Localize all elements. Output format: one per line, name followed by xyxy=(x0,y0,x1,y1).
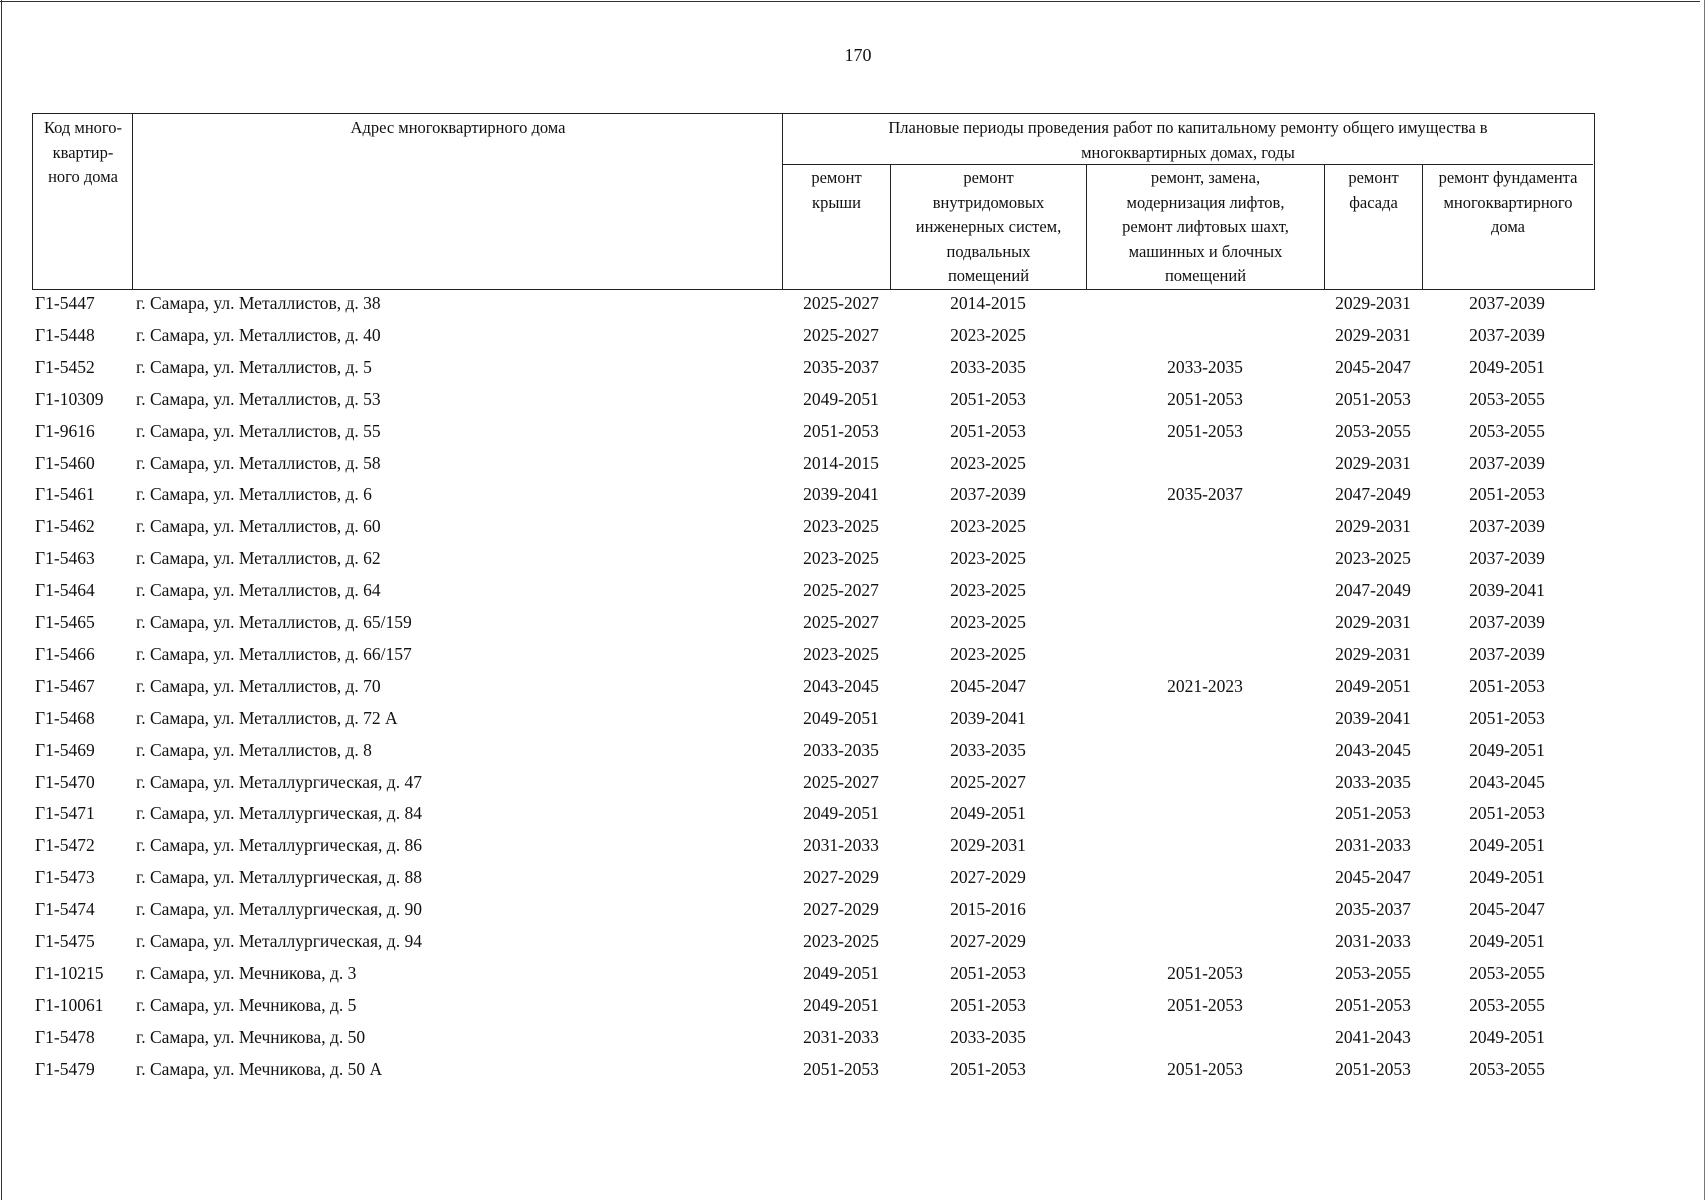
header-engineering-line: помещений xyxy=(947,266,1030,285)
table-row xyxy=(0,383,1708,415)
header-code xyxy=(33,116,133,190)
row-foundation-period: 2043-2045 xyxy=(1469,771,1545,792)
table-row xyxy=(0,1021,1708,1053)
row-engineering-period: 2023-2025 xyxy=(950,452,1026,473)
row-elevator-period: 2035-2037 xyxy=(1167,484,1243,505)
row-address: г. Самара, ул. Металлургическая, д. 47 xyxy=(136,771,422,792)
row-roof-period: 2049-2051 xyxy=(803,707,879,728)
header-foundation xyxy=(1423,166,1593,240)
row-address: г. Самара, ул. Металлистов, д. 70 xyxy=(136,675,381,696)
row-facade-period: 2045-2047 xyxy=(1335,356,1411,377)
row-facade-period: 2035-2037 xyxy=(1335,899,1411,920)
row-facade-period: 2051-2053 xyxy=(1335,994,1411,1015)
header-roof xyxy=(783,166,890,215)
row-engineering-period: 2023-2025 xyxy=(950,548,1026,569)
row-facade-period: 2029-2031 xyxy=(1335,643,1411,664)
row-roof-period: 2049-2051 xyxy=(803,803,879,824)
row-facade-period: 2041-2043 xyxy=(1335,1026,1411,1047)
row-foundation-period: 2037-2039 xyxy=(1469,548,1545,569)
header-facade-line: ремонт xyxy=(1348,168,1399,187)
row-engineering-period: 2023-2025 xyxy=(950,612,1026,632)
row-address: г. Самара, ул. Металлургическая, д. 88 xyxy=(136,867,422,888)
row-elevator-period: 2051-2053 xyxy=(1167,1058,1243,1079)
row-foundation-period: 2049-2051 xyxy=(1469,835,1545,856)
row-elevator-period: 2021-2023 xyxy=(1167,675,1243,696)
table-row xyxy=(0,287,1708,319)
row-roof-period: 2049-2051 xyxy=(803,994,879,1015)
header-code-line: квартир- xyxy=(52,142,114,162)
row-address: г. Самара, ул. Металлургическая, д. 94 xyxy=(136,931,422,951)
row-address: г. Самара, ул. Металлистов, д. 40 xyxy=(136,324,381,345)
row-address: г. Самара, ул. Металлистов, д. 6 xyxy=(136,484,372,505)
row-foundation-period: 2037-2039 xyxy=(1469,516,1545,537)
row-code: Г1-5465 xyxy=(35,612,95,632)
page-border-top xyxy=(0,1,1700,2)
table-row xyxy=(0,670,1708,702)
row-facade-period: 2031-2033 xyxy=(1335,931,1411,951)
row-foundation-period: 2049-2051 xyxy=(1469,356,1545,377)
table-row xyxy=(0,797,1708,829)
row-engineering-period: 2051-2053 xyxy=(950,962,1026,983)
row-foundation-period: 2037-2039 xyxy=(1469,452,1545,473)
table-row xyxy=(0,606,1708,638)
row-facade-period: 2039-2041 xyxy=(1335,707,1411,728)
table-row xyxy=(0,702,1708,734)
row-code: Г1-10309 xyxy=(35,388,104,409)
row-code: Г1-5464 xyxy=(35,580,95,601)
row-engineering-period: 2027-2029 xyxy=(950,867,1026,888)
row-roof-period: 2023-2025 xyxy=(803,643,879,664)
row-roof-period: 2025-2027 xyxy=(803,612,879,632)
row-roof-period: 2051-2053 xyxy=(803,1058,879,1079)
row-address: г. Самара, ул. Металлургическая, д. 84 xyxy=(136,803,422,824)
row-address: г. Самара, ул. Металлистов, д. 64 xyxy=(136,580,381,601)
row-address: г. Самара, ул. Металлургическая, д. 90 xyxy=(136,899,422,920)
row-roof-period: 2014-2015 xyxy=(803,452,879,473)
row-code: Г1-9616 xyxy=(35,420,95,441)
row-elevator-period: 2051-2053 xyxy=(1167,962,1243,983)
row-address: г. Самара, ул. Металлургическая, д. 86 xyxy=(136,835,422,856)
row-engineering-period: 2023-2025 xyxy=(950,580,1026,601)
row-facade-period: 2045-2047 xyxy=(1335,867,1411,888)
table-row xyxy=(0,447,1708,479)
row-roof-period: 2049-2051 xyxy=(803,962,879,983)
row-code: Г1-5460 xyxy=(35,452,95,473)
table-row xyxy=(0,829,1708,861)
header-elevator xyxy=(1087,166,1324,289)
row-address: г. Самара, ул. Мечникова, д. 5 xyxy=(136,994,357,1015)
row-address: г. Самара, ул. Мечникова, д. 50 xyxy=(136,1026,366,1047)
header-engineering-line: внутридомовых xyxy=(932,192,1045,212)
row-engineering-period: 2051-2053 xyxy=(950,1058,1026,1079)
row-foundation-period: 2039-2041 xyxy=(1469,580,1545,601)
row-facade-period: 2047-2049 xyxy=(1335,484,1411,505)
row-facade-period: 2053-2055 xyxy=(1335,420,1411,441)
row-roof-period: 2023-2025 xyxy=(803,548,879,569)
row-code: Г1-10061 xyxy=(35,994,104,1015)
row-engineering-period: 2051-2053 xyxy=(950,420,1026,441)
row-code: Г1-5469 xyxy=(35,739,95,760)
row-facade-period: 2043-2045 xyxy=(1335,739,1411,760)
table-row xyxy=(0,351,1708,383)
row-engineering-period: 2025-2027 xyxy=(950,771,1026,792)
row-address: г. Самара, ул. Металлистов, д. 72 А xyxy=(136,707,398,728)
row-engineering-period: 2023-2025 xyxy=(950,643,1026,664)
row-code: Г1-5466 xyxy=(35,643,95,664)
row-foundation-period: 2037-2039 xyxy=(1469,324,1545,345)
header-roof-line: крыши xyxy=(812,192,861,212)
row-facade-period: 2049-2051 xyxy=(1335,675,1411,696)
row-code: Г1-5463 xyxy=(35,548,95,569)
header-group xyxy=(783,116,1593,165)
row-facade-period: 2029-2031 xyxy=(1335,293,1411,313)
row-roof-period: 2025-2027 xyxy=(803,771,879,792)
table-row xyxy=(0,415,1708,447)
row-facade-period: 2047-2049 xyxy=(1335,580,1411,601)
table-row xyxy=(0,510,1708,542)
row-address: г. Самара, ул. Металлистов, д. 8 xyxy=(136,739,372,760)
row-address: г. Самара, ул. Мечникова, д. 50 А xyxy=(136,1058,383,1079)
row-engineering-period: 2039-2041 xyxy=(950,707,1026,728)
row-foundation-period: 2051-2053 xyxy=(1469,675,1545,696)
header-group-line: Плановые периоды проведения работ по капитальному ремонту общего имущества в xyxy=(888,118,1488,137)
table-row xyxy=(0,1053,1708,1085)
row-facade-period: 2051-2053 xyxy=(1335,388,1411,409)
row-engineering-period: 2023-2025 xyxy=(950,516,1026,537)
header-foundation-line: дома xyxy=(1491,217,1525,236)
row-code: Г1-5448 xyxy=(35,324,95,345)
row-foundation-period: 2053-2055 xyxy=(1469,994,1545,1015)
table-row xyxy=(0,989,1708,1021)
row-address: г. Самара, ул. Металлистов, д. 55 xyxy=(136,420,381,441)
row-code: Г1-5461 xyxy=(35,484,95,505)
row-foundation-period: 2051-2053 xyxy=(1469,484,1545,505)
header-code-line: Код много- xyxy=(43,118,123,137)
row-elevator-period: 2051-2053 xyxy=(1167,420,1243,441)
header-elevator-line: ремонт, замена, xyxy=(1150,168,1261,187)
table-row xyxy=(0,734,1708,766)
row-code: Г1-5467 xyxy=(35,675,95,696)
header-engineering-line: инженерных систем, xyxy=(915,217,1062,236)
row-foundation-period: 2051-2053 xyxy=(1469,803,1545,824)
row-code: Г1-5470 xyxy=(35,771,95,792)
header-elevator-line: машинных и блочных xyxy=(1128,241,1283,261)
row-foundation-period: 2049-2051 xyxy=(1469,1026,1545,1047)
row-code: Г1-5472 xyxy=(35,835,95,856)
row-engineering-period: 2045-2047 xyxy=(950,675,1026,696)
row-elevator-period: 2051-2053 xyxy=(1167,388,1243,409)
row-address: г. Самара, ул. Металлистов, д. 5 xyxy=(136,356,372,377)
row-facade-period: 2029-2031 xyxy=(1335,324,1411,345)
row-code: Г1-5473 xyxy=(35,867,95,888)
row-facade-period: 2033-2035 xyxy=(1335,771,1411,792)
row-code: Г1-5474 xyxy=(35,899,95,920)
table-row xyxy=(0,766,1708,798)
header-elevator-line: ремонт лифтовых шахт, xyxy=(1122,217,1289,236)
header-engineering-line: ремонт xyxy=(963,168,1014,187)
row-roof-period: 2025-2027 xyxy=(803,580,879,601)
header-elevator-line: помещений xyxy=(1164,266,1247,285)
row-foundation-period: 2049-2051 xyxy=(1469,739,1545,760)
row-foundation-period: 2037-2039 xyxy=(1469,293,1545,313)
table-row xyxy=(0,893,1708,925)
row-roof-period: 2043-2045 xyxy=(803,675,879,696)
header-elevator-line: модернизация лифтов, xyxy=(1126,192,1285,212)
row-facade-period: 2031-2033 xyxy=(1335,835,1411,856)
row-foundation-period: 2037-2039 xyxy=(1469,612,1545,632)
table-row xyxy=(0,957,1708,989)
row-facade-period: 2051-2053 xyxy=(1335,803,1411,824)
row-roof-period: 2027-2029 xyxy=(803,899,879,920)
row-facade-period: 2023-2025 xyxy=(1335,548,1411,569)
row-address: г. Самара, ул. Металлистов, д. 53 xyxy=(136,388,381,409)
row-address: г. Самара, ул. Металлистов, д. 65/159 xyxy=(136,612,412,632)
row-roof-period: 2023-2025 xyxy=(803,931,879,951)
row-engineering-period: 2027-2029 xyxy=(950,931,1026,951)
row-engineering-period: 2033-2035 xyxy=(950,739,1026,760)
row-engineering-period: 2033-2035 xyxy=(950,1026,1026,1047)
row-engineering-period: 2023-2025 xyxy=(950,324,1026,345)
row-engineering-period: 2029-2031 xyxy=(950,835,1026,856)
row-roof-period: 2025-2027 xyxy=(803,324,879,345)
row-facade-period: 2029-2031 xyxy=(1335,452,1411,473)
page-number: 170 xyxy=(844,45,872,65)
row-foundation-period: 2049-2051 xyxy=(1469,931,1545,951)
row-engineering-period: 2051-2053 xyxy=(950,994,1026,1015)
header-roof-line: ремонт xyxy=(811,168,862,187)
row-engineering-period: 2051-2053 xyxy=(950,388,1026,409)
table-row xyxy=(0,542,1708,574)
header-foundation-line: ремонт фундамента xyxy=(1438,168,1578,187)
table-row xyxy=(0,638,1708,670)
table-row xyxy=(0,319,1708,351)
row-engineering-period: 2033-2035 xyxy=(950,356,1026,377)
header-code-line: ного дома xyxy=(48,167,118,186)
row-foundation-period: 2053-2055 xyxy=(1469,420,1545,441)
row-foundation-period: 2049-2051 xyxy=(1469,867,1545,888)
row-address: г. Самара, ул. Металлистов, д. 62 xyxy=(136,548,381,569)
row-foundation-period: 2045-2047 xyxy=(1469,899,1545,920)
row-address: г. Самара, ул. Мечникова, д. 3 xyxy=(136,962,357,983)
header-address-line: Адрес многоквартирного дома xyxy=(350,118,566,137)
table-row xyxy=(0,925,1708,957)
row-roof-period: 2051-2053 xyxy=(803,420,879,441)
row-foundation-period: 2037-2039 xyxy=(1469,643,1545,664)
header-facade xyxy=(1325,166,1422,215)
row-engineering-period: 2015-2016 xyxy=(950,899,1026,920)
row-roof-period: 2031-2033 xyxy=(803,835,879,856)
row-foundation-period: 2053-2055 xyxy=(1469,388,1545,409)
row-engineering-period: 2049-2051 xyxy=(950,803,1026,824)
header-engineering xyxy=(891,166,1086,289)
row-code: Г1-5447 xyxy=(35,293,95,313)
row-facade-period: 2029-2031 xyxy=(1335,612,1411,632)
row-roof-period: 2027-2029 xyxy=(803,867,879,888)
row-code: Г1-5462 xyxy=(35,516,95,537)
header-foundation-line: многоквартирного xyxy=(1443,192,1573,212)
header-group-line: многоквартирных домах, годы xyxy=(1081,142,1295,162)
row-engineering-period: 2037-2039 xyxy=(950,484,1026,505)
row-address: г. Самара, ул. Металлистов, д. 58 xyxy=(136,452,381,473)
row-code: Г1-5452 xyxy=(35,356,95,377)
row-roof-period: 2023-2025 xyxy=(803,516,879,537)
row-code: Г1-5479 xyxy=(35,1058,95,1079)
row-roof-period: 2039-2041 xyxy=(803,484,879,505)
row-facade-period: 2053-2055 xyxy=(1335,962,1411,983)
row-code: Г1-5475 xyxy=(35,931,95,951)
row-facade-period: 2029-2031 xyxy=(1335,516,1411,537)
header-engineering-line: подвальных xyxy=(946,241,1031,261)
table-row xyxy=(0,574,1708,606)
row-code: Г1-10215 xyxy=(35,962,104,983)
table-row xyxy=(0,861,1708,893)
row-address: г. Самара, ул. Металлистов, д. 66/157 xyxy=(136,643,412,664)
row-address: г. Самара, ул. Металлистов, д. 38 xyxy=(136,293,381,313)
row-address: г. Самара, ул. Металлистов, д. 60 xyxy=(136,516,381,537)
row-code: Г1-5478 xyxy=(35,1026,95,1047)
header-facade-line: фасада xyxy=(1349,192,1398,212)
row-code: Г1-5468 xyxy=(35,707,95,728)
row-elevator-period: 2051-2053 xyxy=(1167,994,1243,1015)
row-code: Г1-5471 xyxy=(35,803,95,824)
row-elevator-period: 2033-2035 xyxy=(1167,356,1243,377)
row-facade-period: 2051-2053 xyxy=(1335,1058,1411,1079)
header-address xyxy=(133,116,783,141)
table-row xyxy=(0,478,1708,510)
row-foundation-period: 2051-2053 xyxy=(1469,707,1545,728)
row-roof-period: 2049-2051 xyxy=(803,388,879,409)
row-roof-period: 2031-2033 xyxy=(803,1026,879,1047)
row-foundation-period: 2053-2055 xyxy=(1469,962,1545,983)
row-roof-period: 2033-2035 xyxy=(803,739,879,760)
row-foundation-period: 2053-2055 xyxy=(1469,1058,1545,1079)
row-engineering-period: 2014-2015 xyxy=(950,293,1026,313)
row-roof-period: 2025-2027 xyxy=(803,293,879,313)
row-roof-period: 2035-2037 xyxy=(803,356,879,377)
